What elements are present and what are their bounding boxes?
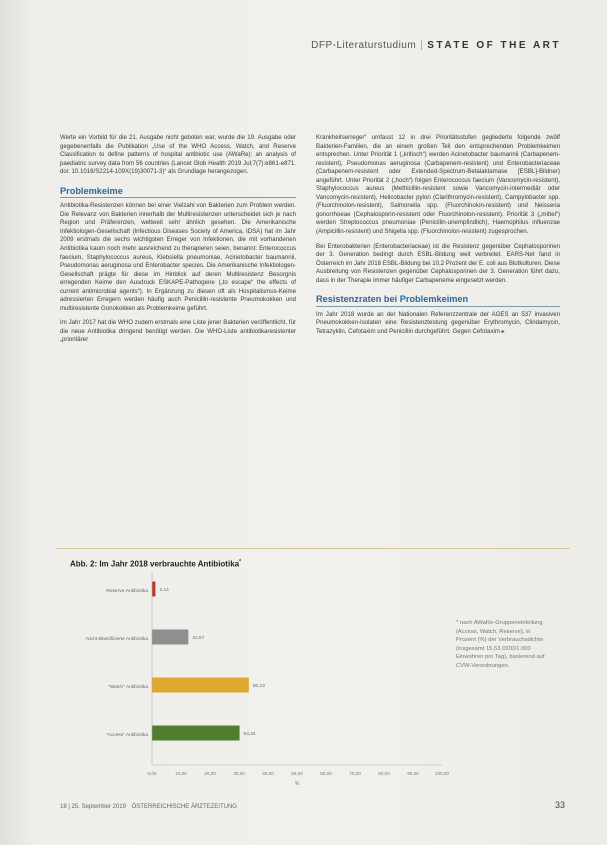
header-separator: |: [420, 40, 424, 51]
right-paragraph-2: Bei Enterobakterien (Enterobacteriaceae) ist die Resistenz gegenüber Cephalosporinen der 3. Generation bedingt durch ESBL-Bildung weit verbreitet. EARS-Net fand in Österreich im Jahr 2018 ESBL-Bildung bei 10,2 Prozent der E. coli aus Blutkulturen. Diese Ausbreitung von Resistenzen gegenüber Cephalosporinen der 3. Generation führt dazu, dass in der Therapie immer häufiger Carbapeneme eingesetzt werden.: [316, 242, 560, 284]
x-tick-label: 50,00: [291, 771, 303, 776]
data-label: 2,14: [159, 588, 169, 593]
x-axis-unit: %: [294, 781, 300, 787]
x-tick-label: 20,00: [204, 771, 216, 776]
bar: [152, 630, 188, 645]
left-column: [60, 134, 296, 351]
bar: [152, 726, 240, 741]
x-tick-label: 70,00: [349, 771, 361, 776]
right-column: [316, 134, 560, 342]
page-footer: [60, 800, 565, 810]
footer-journal: ÖSTERREICHISCHE ÄRZTEZEITUNG: [131, 804, 237, 810]
figure-antibiotics: [56, 548, 570, 787]
x-tick-label: 0,00: [147, 771, 157, 776]
x-tick-label: 10,00: [175, 771, 187, 776]
right-paragraph-1: Krankheitserreger“ umfasst 12 in drei Prioritätsstufen gegliederte folgende zwölf Bakterien-Familien, die an einem großen Teil den entsprechenden Problemkeimen entsprechen. Unter Priorität 1 („kritisch“) werden Acinetobacter baumannii (Carbapenem-resistent), Pseudomonas aeruginosa (Carbapenem-resistent) und Enterobacteriaceae (Carbapenem-resistent oder Extended-Spectrum-Betalaktamase [ESBL]-Bildner) angeführt. Unter Priorität 2 („hoch“) folgen Enterococcus faecium (Vancomycin-resistent), Staphylococcus aureus (Methicillin-resistent sowie Vancomycin-intermediär oder Vancomycin-resistent), Helicobacter pylori (Clarithromycin-resistent), Campylobacter spp. (Fluorchinolon-resistent), Salmonella spp. (Fluorchinolon-resistent) und Neisseria gonorrhoeae (Cephalosporin-resistent oder Fluorchinolon-resistent). Priorität 3 („mittel“) werden Streptococcus pneumoniae (Penicillin-unempfindlich), Haemophilus influenzae (Ampicillin-resistent) und Shigella spp. (Fluorchinolon-resistent) zugesprochen.: [316, 134, 560, 236]
header-series: DFP-Literaturstudium: [311, 40, 417, 51]
problemkeime-paragraph-1: Antibiotika-Resistenzen können bei einer Vielzahl von Bakterien zum Problem werden. Die Relevanz von Bakterien innerhalb der Multiresistenzen unterscheidet sich je nach Region und Präferenzen, weltweit sehr ähnlich gesehen. Die Amerikanische Infektiologen-Gesellschaft (Infectious Diseases Society of America, IDSA) hat im Jahr 2009 erstmals die sechs wichtigsten Erreger von Infektionen, die mit vorhandenen Antibiotika kaum noch mehr ausreichend zu therapieren seien, benannt: Enterococcus faecium, Staphylococcus aureus, Klebsiella pneumoniae, Acinetobacter baumannii, Pseudomonas aeruginosa und Enterobacter species. Die Amerikanische Infektiologen-Gesellschaft prägte für diese im Hinblick auf deren Multiresistenz Besorgnis erregenden Keime den Ausdruck ESKAPE-Pathogene („to escape“ the effects of current antimicrobial agents“). In Ergänzung zu diesen oft als Hospitalismus-Keime adressierten Erregern werden häufig auch Penicillin-resistente Pneumokokken und multiresistente Gonokokken als Problemkeime geführt.: [60, 202, 296, 312]
page-number: 33: [554, 800, 565, 810]
x-tick-label: 100,00: [434, 771, 450, 776]
header-section: STATE OF THE ART: [427, 40, 561, 51]
data-label: 60,13: [252, 684, 265, 689]
right-paragraph-3: Im Jahr 2018 wurde an der Nationalen Referenzzentrale der AGES an 537 invasiven Pneumokokken-Isolaten eine Resistenztestung gegenüber Erythromycin, Clindamycin, Tetrazyklin, Cefotaxim und Penicillin durchgeführt. Gegen Cefotaxim ▸: [316, 310, 560, 335]
running-header: [311, 40, 561, 51]
heading-problemkeime: Problemkeime: [60, 187, 296, 199]
x-tick-label: 30,00: [233, 771, 245, 776]
x-tick-label: 90,00: [407, 771, 419, 776]
bar: [152, 582, 155, 597]
x-tick-label: 40,00: [262, 771, 274, 776]
category-label: "Watch" Antibiotika: [107, 685, 148, 690]
figure-note: * nach AWaRe-Gruppeneinteilung (Access, Watch, Reserve), in Prozent (%) der Verbrauchsdichte (insgesamt 15,53 DDD/1.000 Einwohner pro Tag), basierend auf CVW-Verordnungen.: [456, 620, 545, 669]
x-tick-label: 60,00: [320, 771, 332, 776]
x-tick-label: 80,00: [378, 771, 390, 776]
bar: [152, 678, 249, 693]
data-label: 54,34: [243, 732, 256, 737]
problemkeime-paragraph-2: Im Jahr 2017 hat die WHO zudem erstmals eine Liste jener Bakterien veröffentlicht, für die neue Antibiotika dringend benötigt werden. Die WHO-Liste antibiotikaresistenter „prioritärer: [60, 319, 296, 344]
heading-resistenzraten: Resistenzraten bei Problemkeimen: [316, 295, 560, 307]
figure-title: Abb. 2: Im Jahr 2018 verbrauchte Antibiotika*: [70, 559, 242, 569]
category-label: "Access" Antibiotika: [105, 733, 148, 738]
intro-paragraph: Werte ein Vorbild für die 21. Ausgabe nicht geboten war, wurde die 19. Ausgabe oder gegebenenfalls die Publikation „Use of the WHO Access, Watch, and Reserve Classification to define patterns of hospital antibiotic use (AWaRe): an analysis of paediatric survey data from 56 countries (Lancet Glob Health 2019 Jul;7(7):e861-e871. doi: 10.1016/S2214-109X(19)30071-3)“ als Grundlage herangezogen.: [60, 134, 296, 176]
category-label: Nicht-klassifizierte Antibiotika: [86, 637, 148, 642]
footer-issue: 18 | 25. September 2019: [60, 804, 126, 810]
data-label: 22,57: [192, 636, 205, 641]
category-label: Reserve-Antibiotika: [106, 589, 148, 594]
